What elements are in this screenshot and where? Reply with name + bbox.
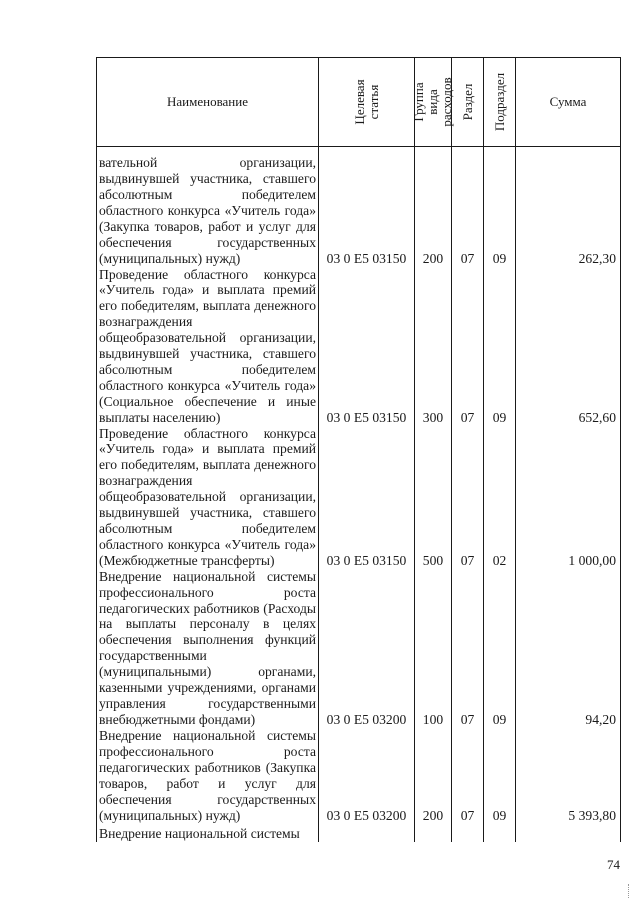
row-section: 07 — [452, 267, 484, 426]
row-article: 03 0 E5 03200 — [319, 569, 415, 728]
header-expense-group-label: Группа вида расходов — [411, 77, 454, 127]
row-subsection — [484, 824, 516, 842]
row-group: 200 — [415, 147, 452, 267]
row-section: 07 — [452, 728, 484, 824]
row-sum: 652,60 — [516, 267, 621, 426]
row-section: 07 — [452, 426, 484, 569]
header-target-article-label: Целевая статья — [351, 79, 381, 125]
row-sum: 94,20 — [516, 569, 621, 728]
row-subsection: 09 — [484, 569, 516, 728]
header-name-label: Наименование — [167, 94, 248, 109]
row-article: 03 0 E5 03150 — [319, 267, 415, 426]
budget-table — [96, 57, 621, 842]
row-subsection: 02 — [484, 426, 516, 569]
header-sum — [516, 58, 621, 147]
row-sum: 1 000,00 — [516, 426, 621, 569]
row-group: 300 — [415, 267, 452, 426]
row-section: 07 — [452, 147, 484, 267]
header-section-label: Раздел — [459, 83, 475, 121]
row-section — [452, 824, 484, 842]
row-article: 03 0 E5 03150 — [319, 426, 415, 569]
row-name: Проведение областного конкурса «Учитель года» и выплата премий его победителям, выплата денежного вознаграждения общеобразовательной организации, выдвинувшей участника, ставшего абсолютным победителем областного конкурса «Учитель года» (Межбюджетные трансферты) — [97, 426, 319, 569]
row-subsection: 09 — [484, 147, 516, 267]
header-name — [97, 58, 319, 147]
row-group: 200 — [415, 728, 452, 824]
row-name: Внедрение национальной системы профессионального роста педагогических работников (Расходы на выплаты персоналу в целях обеспечения выполнения функций государственными (муниципальными) органами, казенными учреждениями, органами управления государственными внебюджетными фондами) — [97, 569, 319, 728]
row-article: 03 0 E5 03200 — [319, 728, 415, 824]
row-subsection: 09 — [484, 728, 516, 824]
page-number: 74 — [607, 857, 620, 872]
row-section: 07 — [452, 569, 484, 728]
row-article: 03 0 E5 03150 — [319, 147, 415, 267]
header-section — [452, 58, 484, 147]
row-sum: 262,30 — [516, 147, 621, 267]
row-name: Проведение областного конкурса «Учитель года» и выплата премий его победителям, выплата денежного вознаграждения общеобразовательной организации, выдвинувшей участника, ставшего абсолютным победителем областного конкурса «Учитель года» (Социальное обеспечение и иные выплаты населению) — [97, 267, 319, 426]
table-row — [97, 728, 621, 824]
table-header-row — [97, 58, 621, 147]
row-sum: 5 393,80 — [516, 728, 621, 824]
row-article — [319, 824, 415, 842]
table-row — [97, 426, 621, 569]
row-name: вательной организации, выдвинувшей участника, ставшего абсолютным победителем областного конкурса «Учитель года» (Закупка товаров, работ и услуг для обеспечения государственных (муниципальных) нужд) — [97, 147, 319, 267]
row-group: 100 — [415, 569, 452, 728]
row-name: Внедрение национальной системы — [97, 824, 319, 842]
header-subsection-label: Подраздел — [491, 72, 507, 132]
table-row — [97, 267, 621, 426]
row-name: Внедрение национальной системы профессионального роста педагогических работников (Закупка товаров, работ и услуг для обеспечения государственных (муниципальных) нужд) — [97, 728, 319, 824]
header-target-article — [319, 58, 415, 147]
row-group — [415, 824, 452, 842]
header-expense-group — [411, 58, 454, 147]
table-row — [97, 147, 621, 267]
header-sum-label: Сумма — [549, 94, 587, 109]
row-group: 500 — [415, 426, 452, 569]
header-subsection — [484, 58, 516, 147]
scan-edge-mark — [628, 884, 632, 898]
row-sum — [516, 824, 621, 842]
table-row — [97, 569, 621, 728]
row-subsection: 09 — [484, 267, 516, 426]
table-row — [97, 824, 621, 842]
